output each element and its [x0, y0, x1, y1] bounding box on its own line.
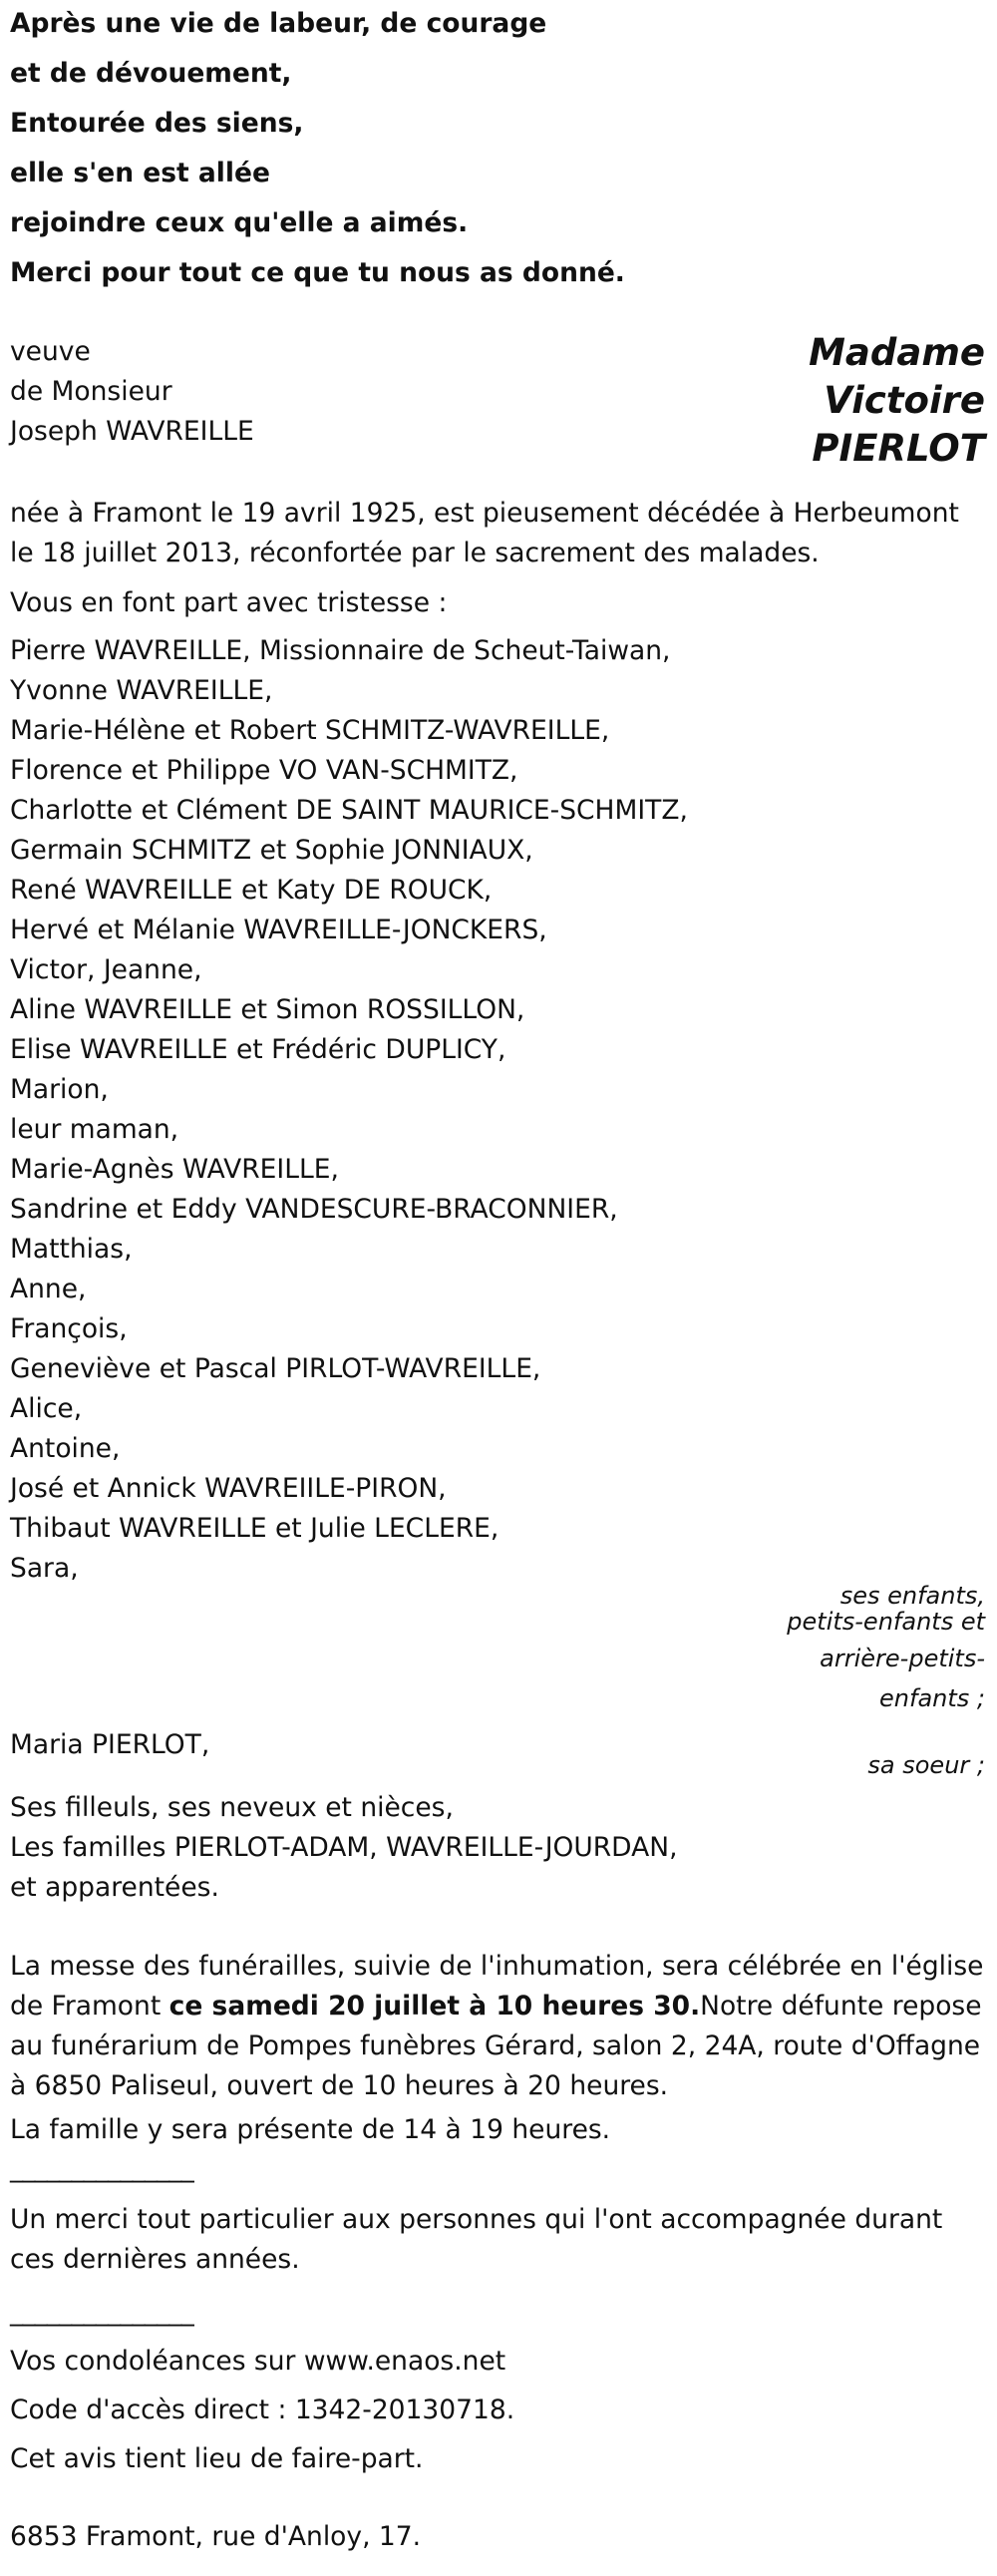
intro-line: et de dévouement, — [10, 58, 292, 89]
list-item: Sara, — [10, 1553, 79, 1584]
intro-line: elle s'en est allée — [10, 158, 270, 188]
notice-text: Cet avis tient lieu de faire-part. — [10, 2443, 424, 2474]
list-item: Yvonne WAVREILLE, — [10, 675, 273, 706]
family-list — [10, 631, 688, 1589]
intro-line: Merci pour tout ce que tu nous as donné. — [10, 257, 625, 288]
funeral-date: ce samedi 20 juillet à 10 heures 30. — [168, 1991, 701, 2022]
list-item: Marion, — [10, 1074, 109, 1105]
list-item: Geneviève et Pascal PIRLOT-WAVREILLE, — [10, 1353, 541, 1384]
list-item: Pierre WAVREILLE, Missionnaire de Scheut-Taiwan, — [10, 635, 671, 666]
list-item: Germain SCHMITZ et Sophie JONNIAUX, — [10, 835, 533, 866]
funeral-text-part1: La messe des funérailles, suivie de l'inhumation, sera célébrée en l'église de Framont — [10, 1951, 984, 2022]
list-item: Marie-Agnès WAVREILLE, — [10, 1154, 339, 1185]
separator: _______________ — [10, 2296, 193, 2327]
list-item: Hervé et Mélanie WAVREILLE-JONCKERS, — [10, 915, 547, 945]
presence-text: La famille y sera présente de 14 à 19 heures. — [10, 2114, 611, 2145]
list-item: Antoine, — [10, 1433, 121, 1464]
relation-sister: sa soeur ; — [867, 1751, 985, 1779]
others-line: Ses filleuls, ses neveux et nièces, — [10, 1792, 454, 1823]
birth-death-text: née à Framont le 19 avril 1925, est pieusement décédée à Herbeumont le 18 juillet 2013, réconfortée par le sacrement des malades. — [10, 498, 959, 568]
list-item: Victor, Jeanne, — [10, 954, 202, 985]
spouse-line: Joseph WAVREILLE — [10, 416, 254, 447]
list-item: Aline WAVREILLE et Simon ROSSILLON, — [10, 994, 525, 1025]
list-item: Sandrine et Eddy VANDESCURE-BRACONNIER, — [10, 1194, 618, 1225]
others-line: Les familles PIERLOT-ADAM, WAVREILLE-JOURDAN, — [10, 1832, 678, 1863]
list-item: Charlotte et Clément DE SAINT MAURICE-SCHMITZ, — [10, 795, 688, 826]
list-item: René WAVREILLE et Katy DE ROUCK, — [10, 875, 493, 906]
list-item: François, — [10, 1313, 128, 1344]
list-item: Florence et Philippe VO VAN-SCHMITZ, — [10, 755, 518, 786]
others-line: et apparentées. — [10, 1872, 219, 1903]
access-code-text: Code d'accès direct : 1342-20130718. — [10, 2394, 515, 2425]
intro-line: Entourée des siens, — [10, 108, 304, 139]
thanks-text: Un merci tout particulier aux personnes qui l'ont accompagnée durant ces dernières années. — [10, 2204, 943, 2275]
list-item: Elise WAVREILLE et Frédéric DUPLICY, — [10, 1034, 506, 1065]
deceased-first-name: Victoire — [824, 379, 985, 422]
relation-line: ses enfants, — [839, 1582, 985, 1610]
list-item: José et Annick WAVREIILE-PIRON, — [10, 1473, 447, 1504]
condolences-text: Vos condoléances sur www.enaos.net — [10, 2346, 506, 2377]
intro-line: Après une vie de labeur, de courage — [10, 8, 547, 39]
intro-line: rejoindre ceux qu'elle a aimés. — [10, 207, 469, 238]
funeral-text-part2: Notre défunte repose au funérarium de Pompes funèbres Gérard, salon 2, 24A, route d'Offagne à 6850 Paliseul, ouvert de 10 heures à 20 heures. — [10, 1991, 982, 2101]
sister-name: Maria PIERLOT, — [10, 1729, 210, 1760]
relation-line: enfants ; — [879, 1684, 985, 1712]
spouse-line: veuve — [10, 336, 91, 367]
list-item: Anne, — [10, 1274, 87, 1304]
address-text: 6853 Framont, rue d'Anloy, 17. — [10, 2521, 422, 2552]
relation-line: petits-enfants et — [787, 1608, 985, 1636]
list-item: Marie-Hélène et Robert SCHMITZ-WAVREILLE, — [10, 715, 610, 746]
list-item: Thibaut WAVREILLE et Julie LECLERE, — [10, 1513, 499, 1544]
list-item: Matthias, — [10, 1234, 133, 1265]
announce-text: Vous en font part avec tristesse : — [10, 587, 448, 618]
separator: _______________ — [10, 2152, 193, 2183]
deceased-last-name: PIERLOT — [812, 427, 985, 470]
list-item: Alice, — [10, 1393, 83, 1424]
spouse-line: de Monsieur — [10, 376, 172, 407]
deceased-title: Madame — [809, 331, 985, 374]
relation-line: arrière-petits- — [820, 1645, 985, 1672]
funeral-text — [10, 1947, 987, 2106]
list-item: leur maman, — [10, 1114, 179, 1145]
